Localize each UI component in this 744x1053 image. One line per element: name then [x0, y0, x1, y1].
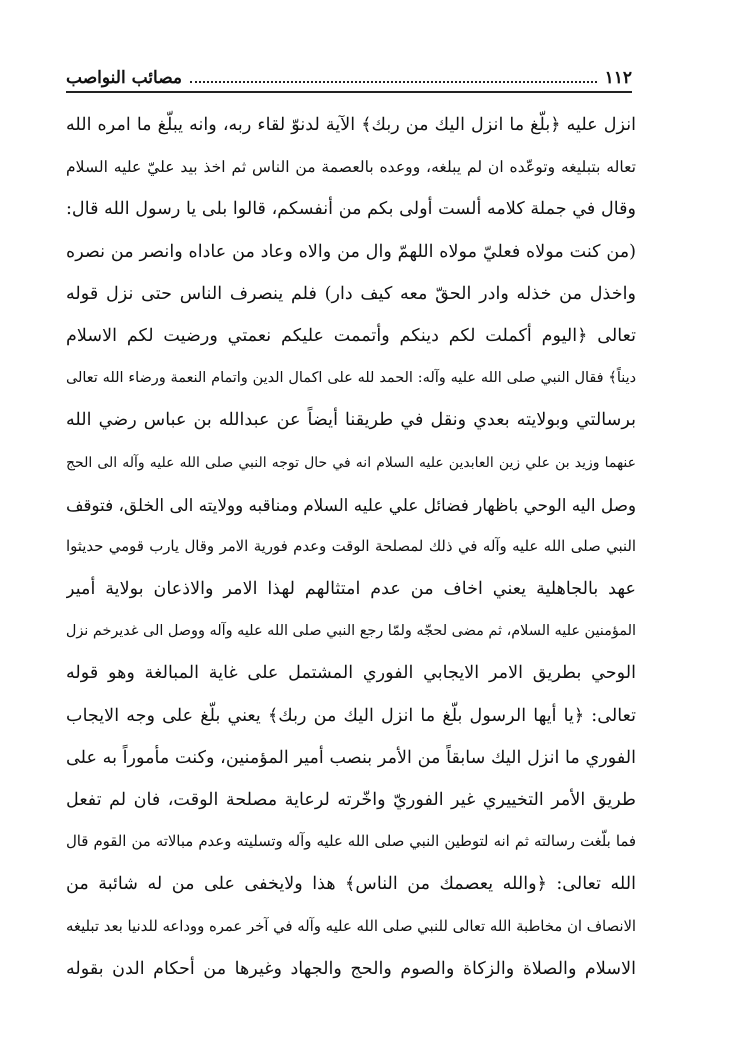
text-line: الانصاف ان مخاطبة الله تعالى للنبي صلى الله عليه وآله في آخر عمره ووداعه للدنيا بعد تبليغه	[66, 917, 636, 935]
text-line: الاسلام والصلاة والزكاة والصوم والحج والجهاد وغيرها من أحكام الدن بقوله	[66, 958, 636, 979]
text-line: وصل اليه الوحي باظهار فضائل علي عليه السلام ومناقبه وولايته الى الخلق، فتوقف	[66, 494, 636, 515]
text-line: (من كنت مولاه فعليّ مولاه اللهمّ وال من والاه وعاد من عاداه وانصر من نصره	[66, 241, 636, 262]
text-line: تعاله بتبليغه وتوعّده ان لم يبلغه، ووعده بالعصمة من الناس ثم اخذ بيد عليّ عليه السلام	[66, 158, 636, 177]
text-line: تعالى: ﴿يا أيها الرسول بلّغ ما انزل اليك من ربك﴾ يعني بلّغ على وجه الايجاب	[66, 705, 636, 726]
page-number: ١١٢	[604, 68, 632, 88]
text-line: الفوري ما انزل اليك سابقاً من الأمر بنصب أمير المؤمنين، وكنت مأموراً به على	[66, 747, 636, 768]
text-line: برسالتي وبولايته بعدي ونقل في طريقنا أيضاً عن عبدالله بن عباس رضي الله	[66, 410, 636, 431]
text-line: وقال في جملة كلامه ألست أولى بكم من أنفسكم، قالوا بلى يا رسول الله قال:	[66, 199, 636, 220]
body-text	[66, 104, 636, 990]
text-line: الوحي بطريق الامر الايجابي الفوري المشتمل على غاية المبالغة وهو قوله	[66, 663, 636, 684]
text-line: النبي صلى الله عليه وآله في ذلك لمصلحة الوقت وعدم فورية الامر وقال يارب قومي حديثوا	[66, 537, 636, 555]
text-line: تعالى ﴿اليوم أكملت لكم دينكم وأتممت عليكم نعمتي ورضيت لكم الاسلام	[66, 325, 636, 346]
text-line: طريق الأمر التخييري غير الفوريّ واخّرته لرعاية مصلحة الوقت، فان لم تفعل	[66, 790, 636, 810]
text-line: عهد بالجاهلية يعني اخاف من عدم امتثالهم لهذا الامر والاذعان بولاية أمير	[66, 579, 636, 600]
book-title: مصائب النواصب	[66, 68, 183, 88]
text-line: انزل عليه ﴿بلّغ ما انزل اليك من ربك﴾ الآية لدنوّ لقاء ربه، وانه يبلّغ ما امره الله	[66, 115, 636, 135]
header-dot-leader	[190, 80, 597, 83]
text-line: واخذل من خذله وادر الحقّ معه كيف دار) فلم ينصرف الناس حتى نزل قوله	[66, 283, 636, 304]
page-header	[66, 62, 632, 88]
text-line: فما بلّغت رسالته ثم انه لتوطين النبي صلى الله عليه وآله وتسليته وعدم مبالاته من القوم قال	[66, 833, 636, 851]
header-rule	[66, 91, 632, 93]
text-line: ديناً﴾ فقال النبي صلى الله عليه وآله: الحمد لله على اكمال الدين واتمام النعمة ورضاء الله تعالى	[66, 370, 636, 387]
text-line: المؤمنين عليه السلام، ثم مضى لحجّه ولمّا رجع النبي صلى الله عليه وآله ووصل الى غديرخم نزل	[66, 623, 636, 640]
text-line: الله تعالى: ﴿والله يعصمك من الناس﴾ هذا ولايخفى على من له شائبة من	[66, 874, 636, 895]
text-line: عنهما وزيد بن علي زين العابدين عليه السلام انه في حال توجه النبي صلى الله عليه وآله الى الحج	[66, 454, 636, 471]
